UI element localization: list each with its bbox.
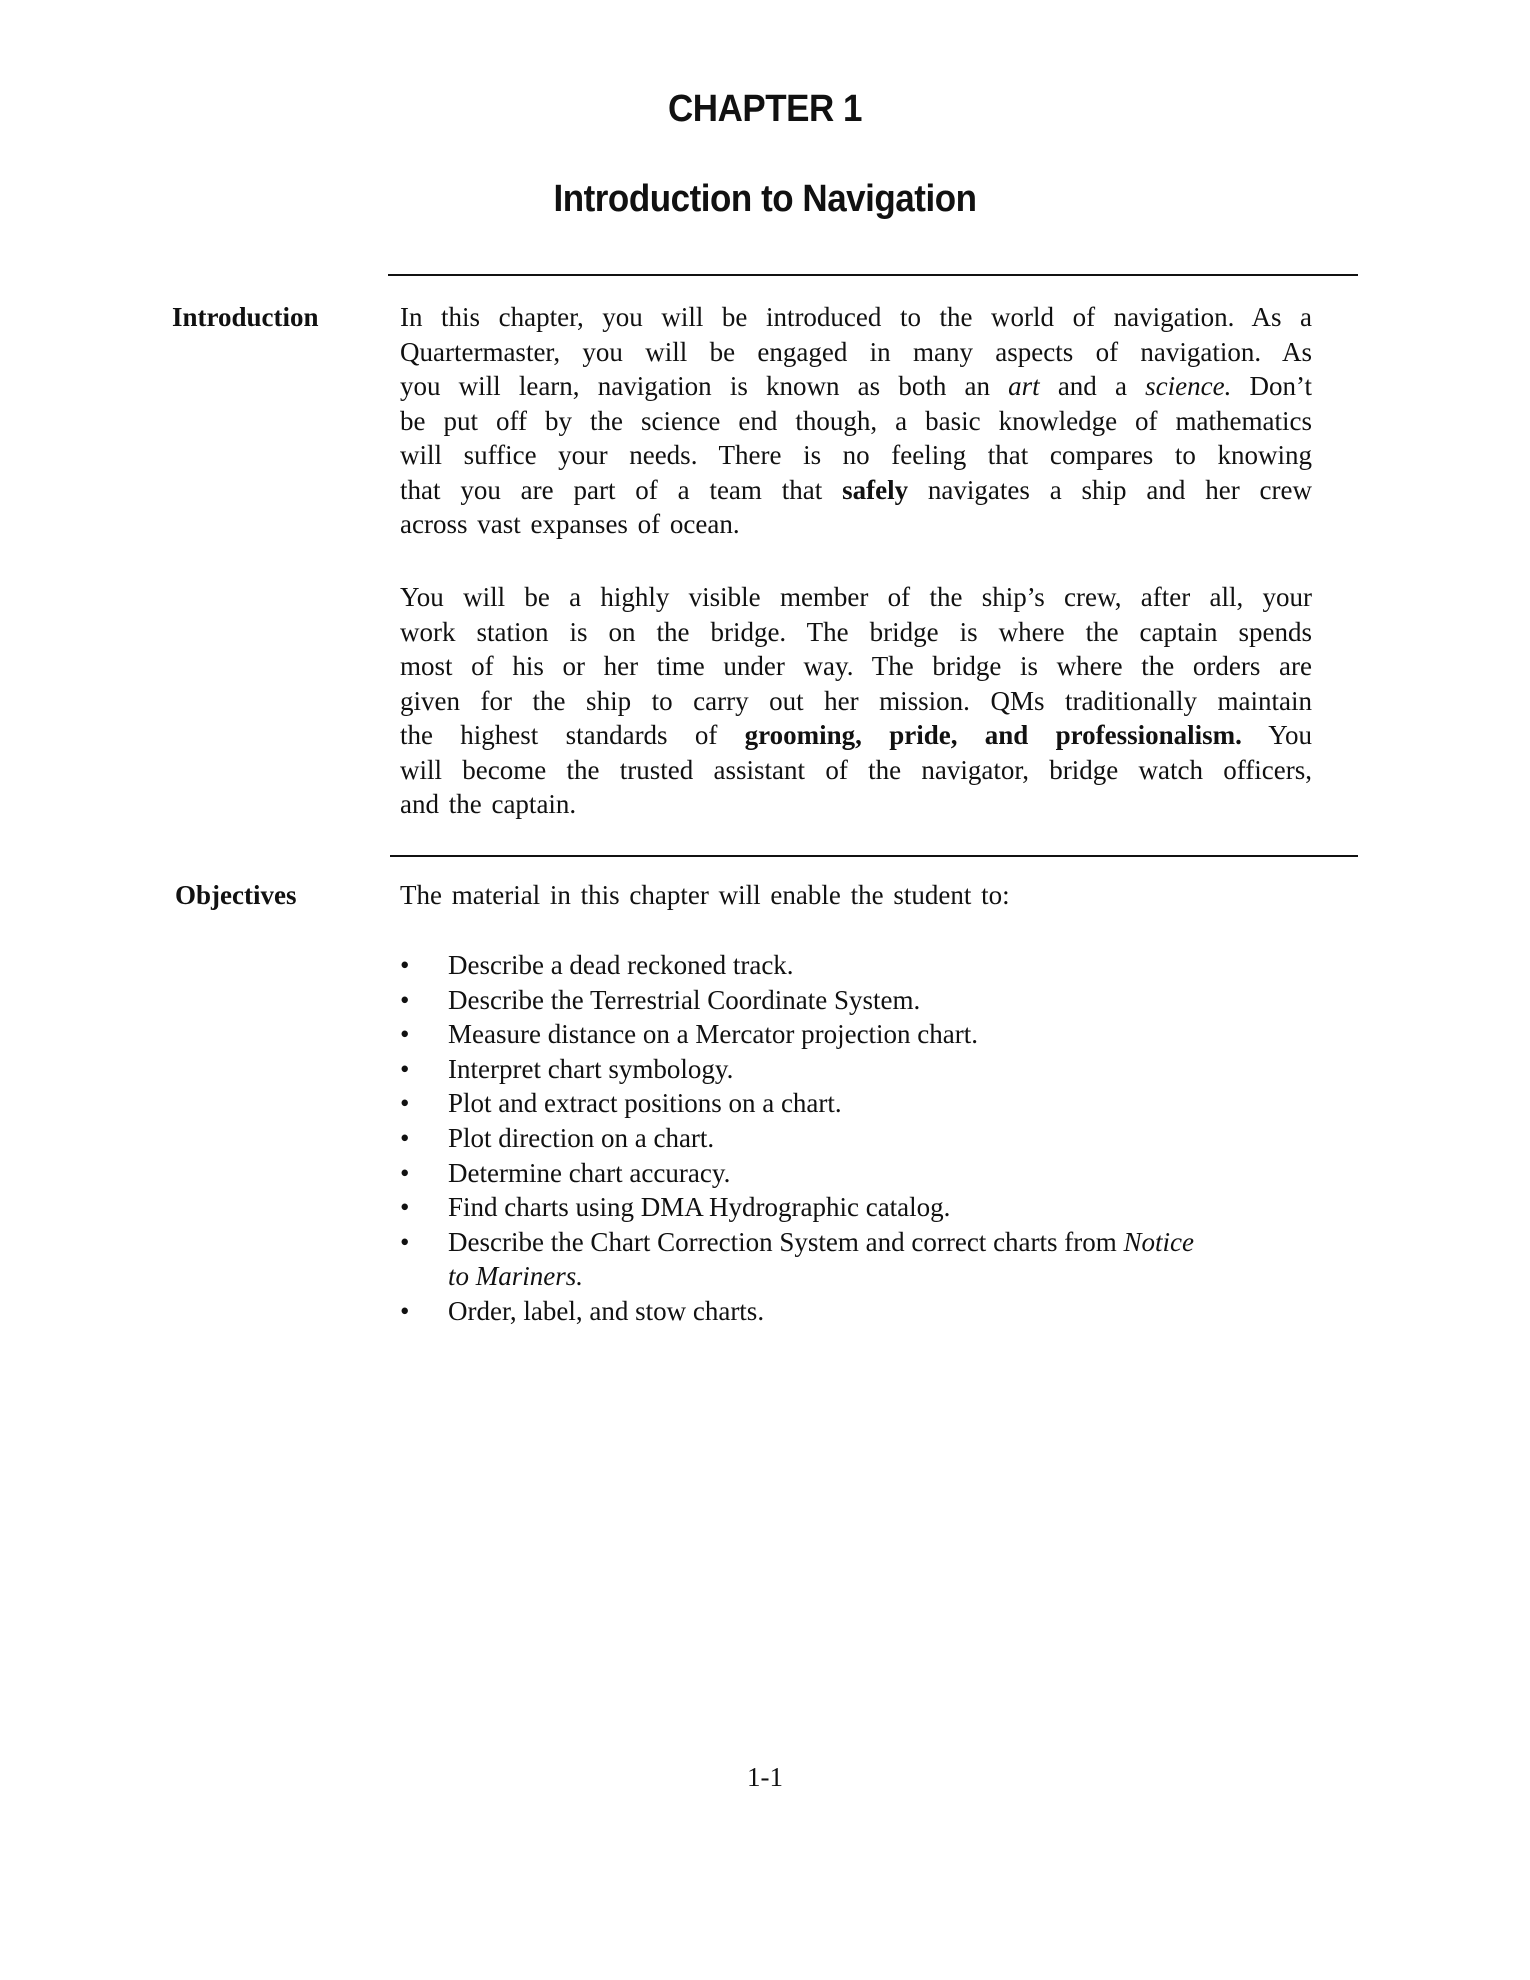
text-line: will become the trusted assistant of the navigator, bridge watch officers,	[400, 754, 1312, 785]
text-line: will suffice your needs. There is no feeling that compares to knowing	[400, 440, 1312, 470]
bullet-icon: •	[400, 1295, 410, 1326]
chapter-title: Introduction to Navigation	[553, 178, 977, 220]
section-label-objectives: Objectives	[175, 880, 297, 910]
text-line: that you are part of a team that safely navigates a ship and her crew	[400, 474, 1312, 505]
emphasis-grooming: grooming, pride, and professionalism.	[744, 720, 1242, 750]
bullet-icon: •	[400, 1157, 410, 1188]
section-divider-middle	[390, 855, 1358, 857]
introduction-paragraph-1	[400, 300, 1312, 542]
text-line: most of his or her time under way. The bridge is where the orders are	[400, 651, 1312, 681]
emphasis-safely: safely	[842, 474, 909, 505]
text-line: across vast expanses of ocean.	[400, 509, 740, 539]
list-item: • Describe the Chart Correction System and correct charts from Notice to Mariners.	[400, 1226, 1194, 1292]
bullet-icon: •	[400, 1226, 410, 1257]
text-line: you will learn, navigation is known as both an art and a science. Don’t	[400, 371, 1312, 401]
bullet-icon: •	[400, 1122, 410, 1153]
text-line: given for the ship to carry out her mission. QMs traditionally maintain	[400, 685, 1312, 716]
text-line: In this chapter, you will be introduced to the world of navigation. As a	[400, 302, 1312, 332]
introduction-paragraph-2	[400, 580, 1312, 822]
text-line: be put off by the science end though, a basic knowledge of mathematics	[400, 405, 1312, 436]
list-item: • Plot direction on a chart.	[400, 1121, 1320, 1156]
bullet-icon: •	[400, 1192, 410, 1223]
list-item: • Measure distance on a Mercator projection chart.	[400, 1017, 1320, 1052]
text-line: Quartermaster, you will be engaged in many aspects of navigation. As	[400, 336, 1312, 367]
bullet-icon: •	[400, 950, 410, 980]
list-item: • Describe a dead reckoned track.	[400, 948, 1320, 983]
list-item: • Plot and extract positions on a chart.	[400, 1086, 1320, 1121]
bullet-icon: •	[400, 1053, 410, 1084]
bullet-icon: •	[400, 984, 410, 1015]
list-item: • Describe the Terrestrial Coordinate System.	[400, 983, 1320, 1018]
objectives-intro: The material in this chapter will enable the student to:	[400, 880, 1010, 910]
list-item: • Determine chart accuracy.	[400, 1156, 1320, 1191]
chapter-number: CHAPTER 1	[667, 88, 863, 130]
bullet-icon: •	[400, 1088, 410, 1119]
emphasis-science: science.	[1145, 371, 1232, 401]
list-item: • Interpret chart symbology.	[400, 1052, 1320, 1087]
text-line: You will be a highly visible member of the ship’s crew, after all, your	[400, 582, 1312, 612]
list-item: • Find charts using DMA Hydrographic catalog.	[400, 1190, 1320, 1225]
section-label-introduction: Introduction	[172, 302, 319, 332]
text-line: work station is on the bridge. The bridge is where the captain spends	[400, 616, 1312, 647]
list-item: • Order, label, and stow charts.	[400, 1294, 1320, 1329]
text-line: and the captain.	[400, 789, 577, 819]
section-divider-top	[388, 274, 1358, 276]
emphasis-art: art	[1008, 371, 1040, 401]
bullet-icon: •	[400, 1019, 410, 1050]
objectives-list	[400, 948, 1320, 1329]
page-number: 1-1	[747, 1762, 783, 1792]
text-line: the highest standards of grooming, pride, and professionalism. You	[400, 720, 1313, 750]
